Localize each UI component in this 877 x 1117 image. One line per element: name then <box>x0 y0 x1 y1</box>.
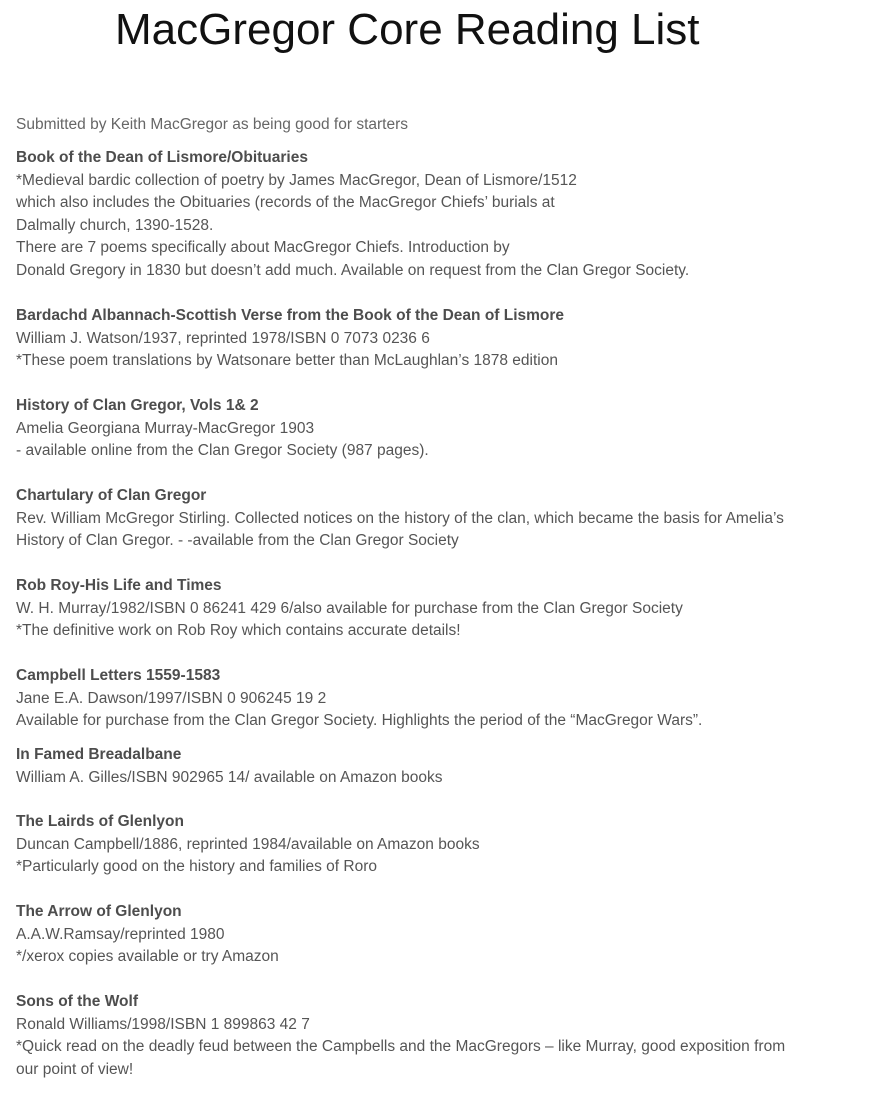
book-note: History of Clan Gregor. - -available from the Clan Gregor Society <box>16 532 459 549</box>
book-note: */xerox copies available or try Amazon <box>16 948 279 965</box>
reading-list-entry <box>16 991 861 1081</box>
book-details: Amelia Georgiana Murray-MacGregor 1903 <box>16 419 315 437</box>
book-title: Rob Roy-His Life and Times <box>16 577 222 594</box>
intro-text: Submitted by Keith MacGregor as being good for starters <box>16 116 409 133</box>
book-note: Donald Gregory in 1830 but doesn’t add much. Available on request from the Clan Gregor Society. <box>16 261 690 279</box>
reading-list-entry <box>16 811 861 879</box>
book-details: Rev. William McGregor Stirling. Collected notices on the history of the clan, which became the basis for Amelia’s <box>16 509 784 527</box>
reading-list-entry <box>16 305 861 373</box>
book-title: The Lairds of Glenlyon <box>16 813 184 830</box>
book-note: *Particularly good on the history and families of Roro <box>16 858 377 875</box>
book-title: Bardachd Albannach-Scottish Verse from the Book of the Dean of Lismore <box>16 307 565 324</box>
reading-list-entry <box>16 485 861 553</box>
book-details: Ronald Williams/1998/ISBN 1 899863 42 7 <box>16 1015 310 1033</box>
book-details: William A. Gilles/ISBN 902965 14/ available on Amazon books <box>16 768 443 786</box>
book-note: Dalmally church, 1390-1528. <box>16 216 214 234</box>
book-note: *Medieval bardic collection of poetry by James MacGregor, Dean of Lismore/1512 <box>16 171 577 189</box>
page-title: MacGregor Core Reading List <box>115 5 700 54</box>
book-details: Duncan Campbell/1886, reprinted 1984/available on Amazon books <box>16 835 480 853</box>
book-note: *The definitive work on Rob Roy which contains accurate details! <box>16 622 461 639</box>
book-details: William J. Watson/1937, reprinted 1978/ISBN 0 7073 0236 6 <box>16 329 430 347</box>
book-details: A.A.W.Ramsay/reprinted 1980 <box>16 925 225 943</box>
reading-list-entry <box>16 575 861 643</box>
book-note: There are 7 poems specifically about MacGregor Chiefs. Introduction by <box>16 239 510 256</box>
reading-list-entry <box>16 744 861 789</box>
book-title: Chartulary of Clan Gregor <box>16 487 207 504</box>
book-title: The Arrow of Glenlyon <box>16 903 182 920</box>
book-note: *These poem translations by Watsonare better than McLaughlan’s 1878 edition <box>16 352 558 369</box>
book-details: Jane E.A. Dawson/1997/ISBN 0 906245 19 2 <box>16 689 327 707</box>
reading-list-entry <box>16 395 861 463</box>
book-title: In Famed Breadalbane <box>16 746 182 763</box>
reading-list-entry <box>16 901 861 969</box>
book-title: History of Clan Gregor, Vols 1& 2 <box>16 397 259 414</box>
book-title: Sons of the Wolf <box>16 993 138 1010</box>
book-note: Available for purchase from the Clan Gregor Society. Highlights the period of the “MacGregor Wars”. <box>16 712 703 729</box>
book-title: Book of the Dean of Lismore/Obituaries <box>16 149 308 166</box>
book-note: our point of view! <box>16 1060 134 1078</box>
book-details: W. H. Murray/1982/ISBN 0 86241 429 6/also available for purchase from the Clan Gregor Society <box>16 599 683 617</box>
reading-list-entry <box>16 147 861 282</box>
book-title: Campbell Letters 1559-1583 <box>16 667 221 684</box>
book-note: *Quick read on the deadly feud between the Campbells and the MacGregors – like Murray, good exposition from <box>16 1038 786 1055</box>
reading-list-entry <box>16 665 861 733</box>
book-note: - available online from the Clan Gregor Society (987 pages). <box>16 442 429 459</box>
book-note: which also includes the Obituaries (records of the MacGregor Chiefs’ burials at <box>16 194 555 211</box>
